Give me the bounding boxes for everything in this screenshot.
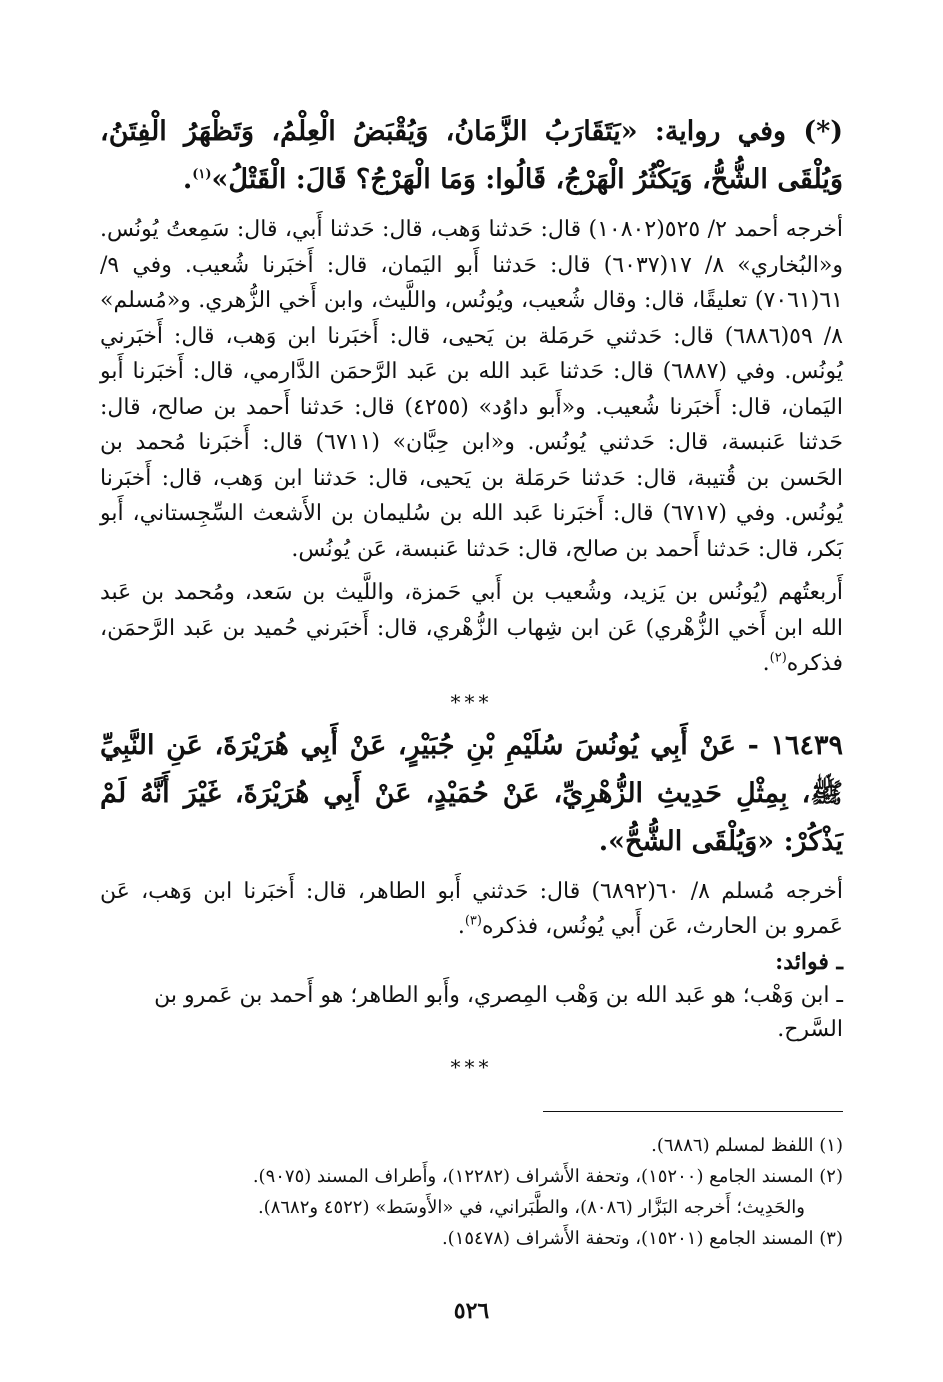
- takhrij-paragraph-1: أخرجه أحمد ٢/ ٥٢٥(١٠٨٠٢) قال: حَدثنا وَهب، قال: حَدثنا أَبي، قال: سَمِعتُ يُونُس. و«البُخاري» ٨/ ١٧(٦٠٣٧) قال: حَدثنا أَبو اليَمان، قال: أَخبَرنا شُعيب. وفي ٩/ ٦١(٧٠٦١) تعليقًا، قال: وقال شُعيب، ويُونُس، واللَّيث، وابن أَخي الزُّهري. و«مُسلم» ٨/ ٥٩(٦٨٨٦) قال: حَدثني حَرمَلة بن يَحيى، قال: أَخبَرنا ابن وَهب، قال: أَخبَرني يُونُس. وفي (٦٨٨٧) قال: حَدثنا عَبد الله بن عَبد الرَّحمَن الدَّارمي، قال: أَخبَرنا أَبو اليَمان، قال: أَخبَرنا شُعيب. و«أَبو داوُد» (٤٢٥٥) قال: حَدثنا أَحمد بن صالح، قال: حَدثنا عَنبسة، قال: حَدثني يُونُس. و«ابن حِبَّان» (٦٧١١) قال: أَخبَرنا مُحمد بن الحَسن بن قُتيبة، قال: حَدثنا حَرمَلة بن يَحيى، قال: حَدثنا ابن وَهب، قال: أَخبَرنا يُونُس. وفي (٦٧١٧) قال: أَخبَرنا عَبد الله بن سُليمان بن الأَشعث السِّجِستاني، أَبو بَكر، قال: حَدثنا أَحمد بن صالح، قال: حَدثنا عَنبسة، عَن يُونُس.: [100, 217, 844, 562]
- takhrij-2-body: أخرجه مُسلم ٨/ ٦٠(٦٨٩٢) قال: حَدثني أَبو الطاهر، قال: أَخبَرنا ابن وَهب، عَن عَمرو بن الحارث، عَن أَبي يُونُس، فذكره: [100, 878, 843, 939]
- footnote-ref-3[interactable]: (٣): [464, 913, 482, 929]
- page-number: ٥٢٦: [453, 1298, 490, 1324]
- takhrij-paragraph-2: [100, 874, 843, 945]
- footnotes-block: [100, 1130, 843, 1254]
- benefits-heading: ـ فوائد:: [775, 948, 843, 975]
- narrators-paragraph: [100, 575, 843, 682]
- footnote-separator: [543, 1111, 843, 1112]
- footnote-3: (٣) المسند الجامع (١٥٢٠١)، وتحفة الأَشراف (١٥٤٧٨).: [441, 1228, 843, 1249]
- footnote-ref-2[interactable]: (٢): [769, 650, 787, 666]
- section-divider-end: ***: [450, 1054, 493, 1079]
- hadith-variant-text: [100, 108, 843, 204]
- narrators-body: أَربعتُهم (يُونُس بن يَزيد، وشُعيب بن أَبي حَمزة، واللَّيث بن سَعد، ومُحمد بن عَبد الله ابن أَخي الزُّهْري) عَن ابن شِهاب الزُّهْري، قال: أَخبَرني حُميد بن عَبد الرَّحمَن، فذكره: [100, 580, 843, 676]
- footnote-2: (٢) المسند الجامع (١٥٢٠٠)، وتحفة الأَشراف (١٢٢٨٢)، وأَطراف المسند (٩٠٧٥).: [252, 1166, 843, 1187]
- footnote-1: (١) اللفظ لمسلم (٦٨٨٦).: [651, 1135, 843, 1156]
- section-divider: ***: [450, 689, 493, 714]
- narrators-end: .: [762, 651, 770, 676]
- benefit-item: ـ ابن وَهْب؛ هو عَبد الله بن وَهْب المِصري، وأَبو الطاهر؛ هو أَحمد بن عَمرو بن السَّرح.: [154, 982, 843, 1042]
- takhrij-2-end: .: [457, 914, 465, 939]
- hadith-variant-body: (*) وفي رواية: «يَتَقَارَبُ الزَّمَانُ، وَيُقْبَضُ الْعِلْمُ، وَتَظْهَرُ الْفِتَنُ، وَيُلْقَى الشُّحُّ، وَيَكْثُرُ الْهَرْجُ، قَالُوا: وَمَا الْهَرْجُ؟ قَالَ: الْقَتْلُ»: [100, 116, 843, 195]
- footnote-ref-1[interactable]: (١): [192, 167, 212, 182]
- hadith-16439-text: ١٦٤٣٩ - عَنْ أَبِي يُونُسَ سُلَيْمِ بْنِ جُبَيْرٍ، عَنْ أَبِي هُرَيْرَةَ، عَنِ النَّبِيِّ ﷺ، بِمِثْلِ حَدِيثِ الزُّهْرِيِّ، عَنْ حُمَيْدٍ، عَنْ أَبِي هُرَيْرَةَ، غَيْرَ أَنَّهُ لَمْ يَذْكُرْ: «وَيُلْقَى الشُّحُّ».: [100, 729, 843, 857]
- hadith-variant-end: .: [182, 164, 193, 195]
- footnote-2-continuation: والحَدِيث؛ أَخرجه البَزَّار (٨٠٨٦)، والطَّبَراني، في «الأَوسَط» (٤٥٢٢ و٨٦٨٢).: [257, 1197, 805, 1218]
